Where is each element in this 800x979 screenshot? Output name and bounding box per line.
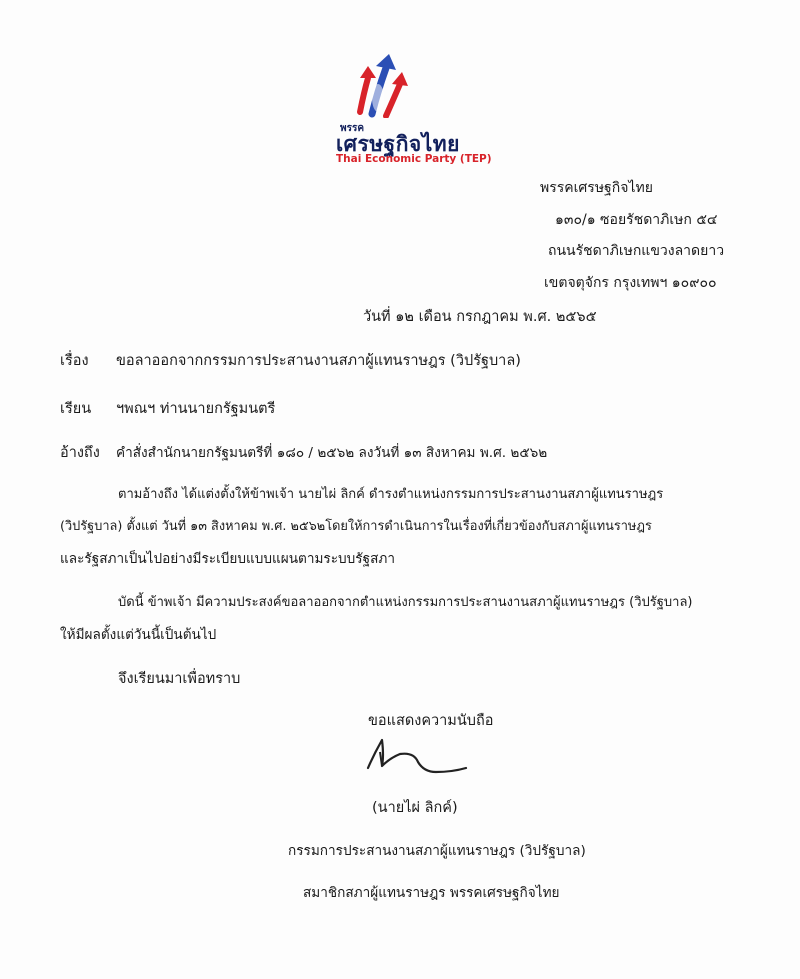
regards-text: ขอแสดงความนับถือ <box>368 713 494 729</box>
subject-text: ขอลาออกจากกรรมการประสานงานสภาผู้แทนราษฎร (วิปรัฐบาล) <box>116 353 521 369</box>
paragraph-1-line-3: และรัฐสภาเป็นไปอย่างมีระเบียบแบบแผนตามระบบรัฐสภา <box>60 551 395 567</box>
reference-text: คำสั่งสำนักนายกรัฐมนตรีที่ ๑๘๐ / ๒๕๖๒ ลงวันที่ ๑๓ สิงหาคม พ.ศ. ๒๕๖๒ <box>116 445 548 461</box>
reference-label: อ้างถึง <box>60 445 100 461</box>
address-line-1: พรรคเศรษฐกิจไทย <box>540 180 653 196</box>
to-text: ฯพณฯ ท่านนายกรัฐมนตรี <box>116 401 276 417</box>
party-logo-icon <box>356 52 418 118</box>
signer-title: กรรมการประสานงานสภาผู้แทนราษฎร (วิปรัฐบาล) <box>288 843 586 859</box>
signer-title-2: สมาชิกสภาผู้แทนราษฎร พรรคเศรษฐกิจไทย <box>303 885 560 901</box>
paragraph-2-line-1: บัดนี้ ข้าพเจ้า มีความประสงค์ขอลาออกจากตำแหน่งกรรมการประสานงานสภาผู้แทนราษฎร (วิปรัฐบาล) <box>118 595 693 610</box>
paragraph-1-line-1: ตามอ้างถึง ได้แต่งตั้งให้ข้าพเจ้า นายไผ่ ลิกค์ ดำรงตำแหน่งกรรมการประสานงานสภาผู้แทนราษฎร <box>118 487 664 502</box>
logo-small-text: พรรค <box>340 123 365 134</box>
paragraph-1-line-2: (วิปรัฐบาล) ตั้งแต่ วันที่ ๑๓ สิงหาคม พ.ศ. ๒๕๖๒โดยให้การดำเนินการในเรื่องที่เกี่ยวข้องกับสภาผู้แทนราษฎร <box>60 519 652 534</box>
logo-party-name: เศรษฐกิจไทย <box>336 132 460 156</box>
address-line-4: เขตจตุจักร กรุงเทพฯ ๑๐๙๐๐ <box>544 275 717 291</box>
subject-label: เรื่อง <box>60 353 89 369</box>
paragraph-2-line-2: ให้มีผลตั้งแต่วันนี้เป็นต้นไป <box>60 627 217 643</box>
address-line-2: ๑๓๐/๑ ซอยรัชดาภิเษก ๕๔ <box>555 212 718 228</box>
logo-english-name: Thai Economic Party (TEP) <box>336 153 492 165</box>
address-line-3: ถนนรัชดาภิเษกแขวงลาดยาว <box>548 243 725 259</box>
closing-text: จึงเรียนมาเพื่อทราบ <box>118 671 241 687</box>
signer-name: (นายไผ่ ลิกค์) <box>372 800 458 816</box>
letter-date: วันที่ ๑๒ เดือน กรกฎาคม พ.ศ. ๒๕๖๕ <box>363 309 597 325</box>
to-label: เรียน <box>60 401 92 417</box>
signature-image <box>360 732 470 780</box>
